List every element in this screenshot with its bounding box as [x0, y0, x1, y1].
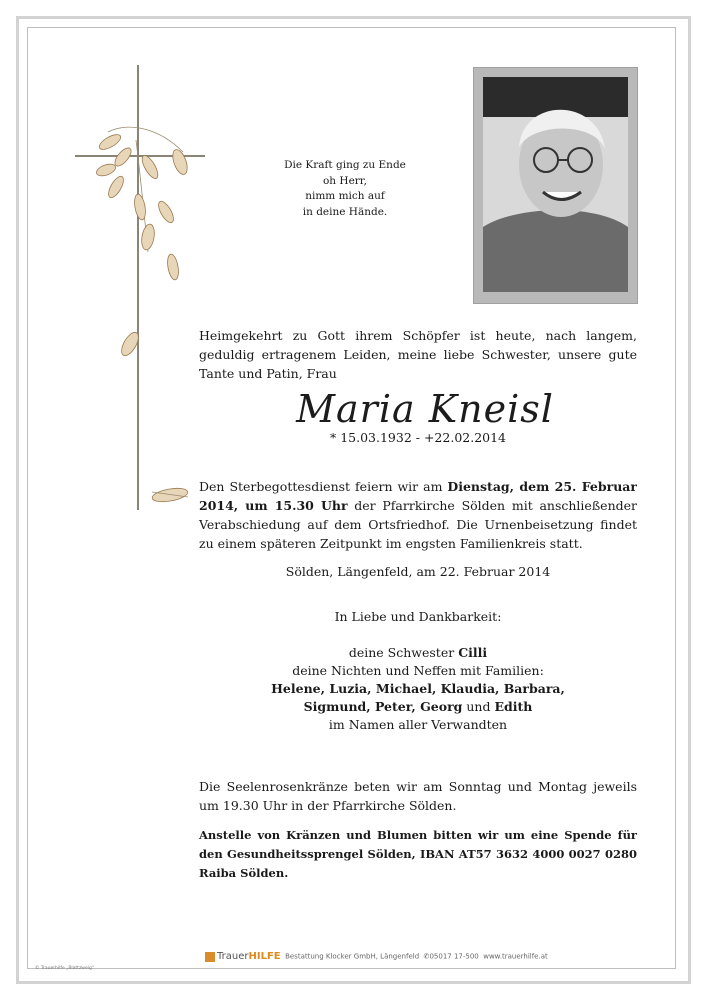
service-paragraph — [199, 477, 637, 553]
mourner-sister — [199, 643, 637, 662]
poem-line: oh Herr, — [322, 174, 367, 187]
mourners-heading: In Liebe und Dankbarkeit: — [334, 609, 502, 624]
place-date: Sölden, Längenfeld, am 22. Februar 2014 — [285, 564, 551, 579]
trauerhilfe-logo-icon — [205, 952, 215, 962]
poem — [270, 158, 420, 220]
intro-paragraph: Heimgekehrt zu Gott ihrem Schöpfer ist heute, nach langem, geduldig ertragenem Leiden, meine liebe Schwester, unsere gute Tante und Patin, Frau — [199, 328, 637, 381]
portrait-photo — [483, 77, 628, 292]
poem-line: Die Kraft ging zu Ende — [284, 159, 406, 171]
names-2-and: und — [462, 699, 495, 714]
life-dates: * 15.03.1932 - +22.02.2014 — [330, 430, 507, 445]
brand-hilfe: HILFE — [248, 951, 281, 962]
sister-name: Cilli — [458, 645, 488, 660]
phone-icon: ✆ — [423, 952, 430, 961]
poem-line: in deine Hände. — [302, 205, 388, 218]
sister-prefix: deine Schwester — [348, 645, 459, 660]
donation-paragraph: Anstelle von Kränzen und Blumen bitten wir um eine Spende für den Gesundheitssprengel Sölden, IBAN AT57 3632 4000 0027 0280 Raiba Sölden. — [199, 828, 637, 880]
portrait-frame — [473, 67, 638, 304]
names-2a: Sigmund, Peter, Georg — [303, 699, 463, 714]
mourner-names-1: Helene, Luzia, Michael, Klaudia, Barbara, — [271, 681, 565, 696]
rosary-paragraph: Die Seelenrosenkränze beten wir am Sonntag und Montag jeweils um 19.30 Uhr in der Pfarrkirche Sölden. — [199, 779, 637, 813]
footer — [205, 951, 548, 962]
mourner-nieces: deine Nichten und Neffen mit Familien: — [292, 663, 544, 678]
service-date: Dienstag, dem 25. Februar 2014, um 15.30 Uhr — [199, 479, 637, 513]
mourner-names-2 — [199, 697, 637, 716]
phone-number: 05017 17-500 — [429, 952, 479, 961]
names-2c: Edith — [494, 699, 533, 714]
mourner-relatives: im Namen aller Verwandten — [328, 717, 508, 732]
poem-line: nimm mich auf — [305, 190, 385, 202]
leaf-branch-illustration — [88, 112, 208, 512]
website: www.trauerhilfe.at — [483, 952, 548, 961]
deceased-name: Maria Kneisl — [296, 387, 554, 431]
service-text: Den Sterbegottesdienst feiern wir am — [199, 479, 448, 494]
brand-trauer: Trauer — [217, 951, 249, 962]
copyright: © Trauerhilfe „Blattzweig" — [35, 966, 94, 971]
company-name: Bestattung Klocker GmbH, Längenfeld — [285, 952, 420, 961]
service-text-rest: der Pfarrkirche Sölden mit anschließender Verabschiedung auf dem Ortsfriedhof. Die Urnenbeisetzung findet zu einem späteren Zeitpunkt im engsten Familienkreis statt. — [199, 498, 637, 551]
